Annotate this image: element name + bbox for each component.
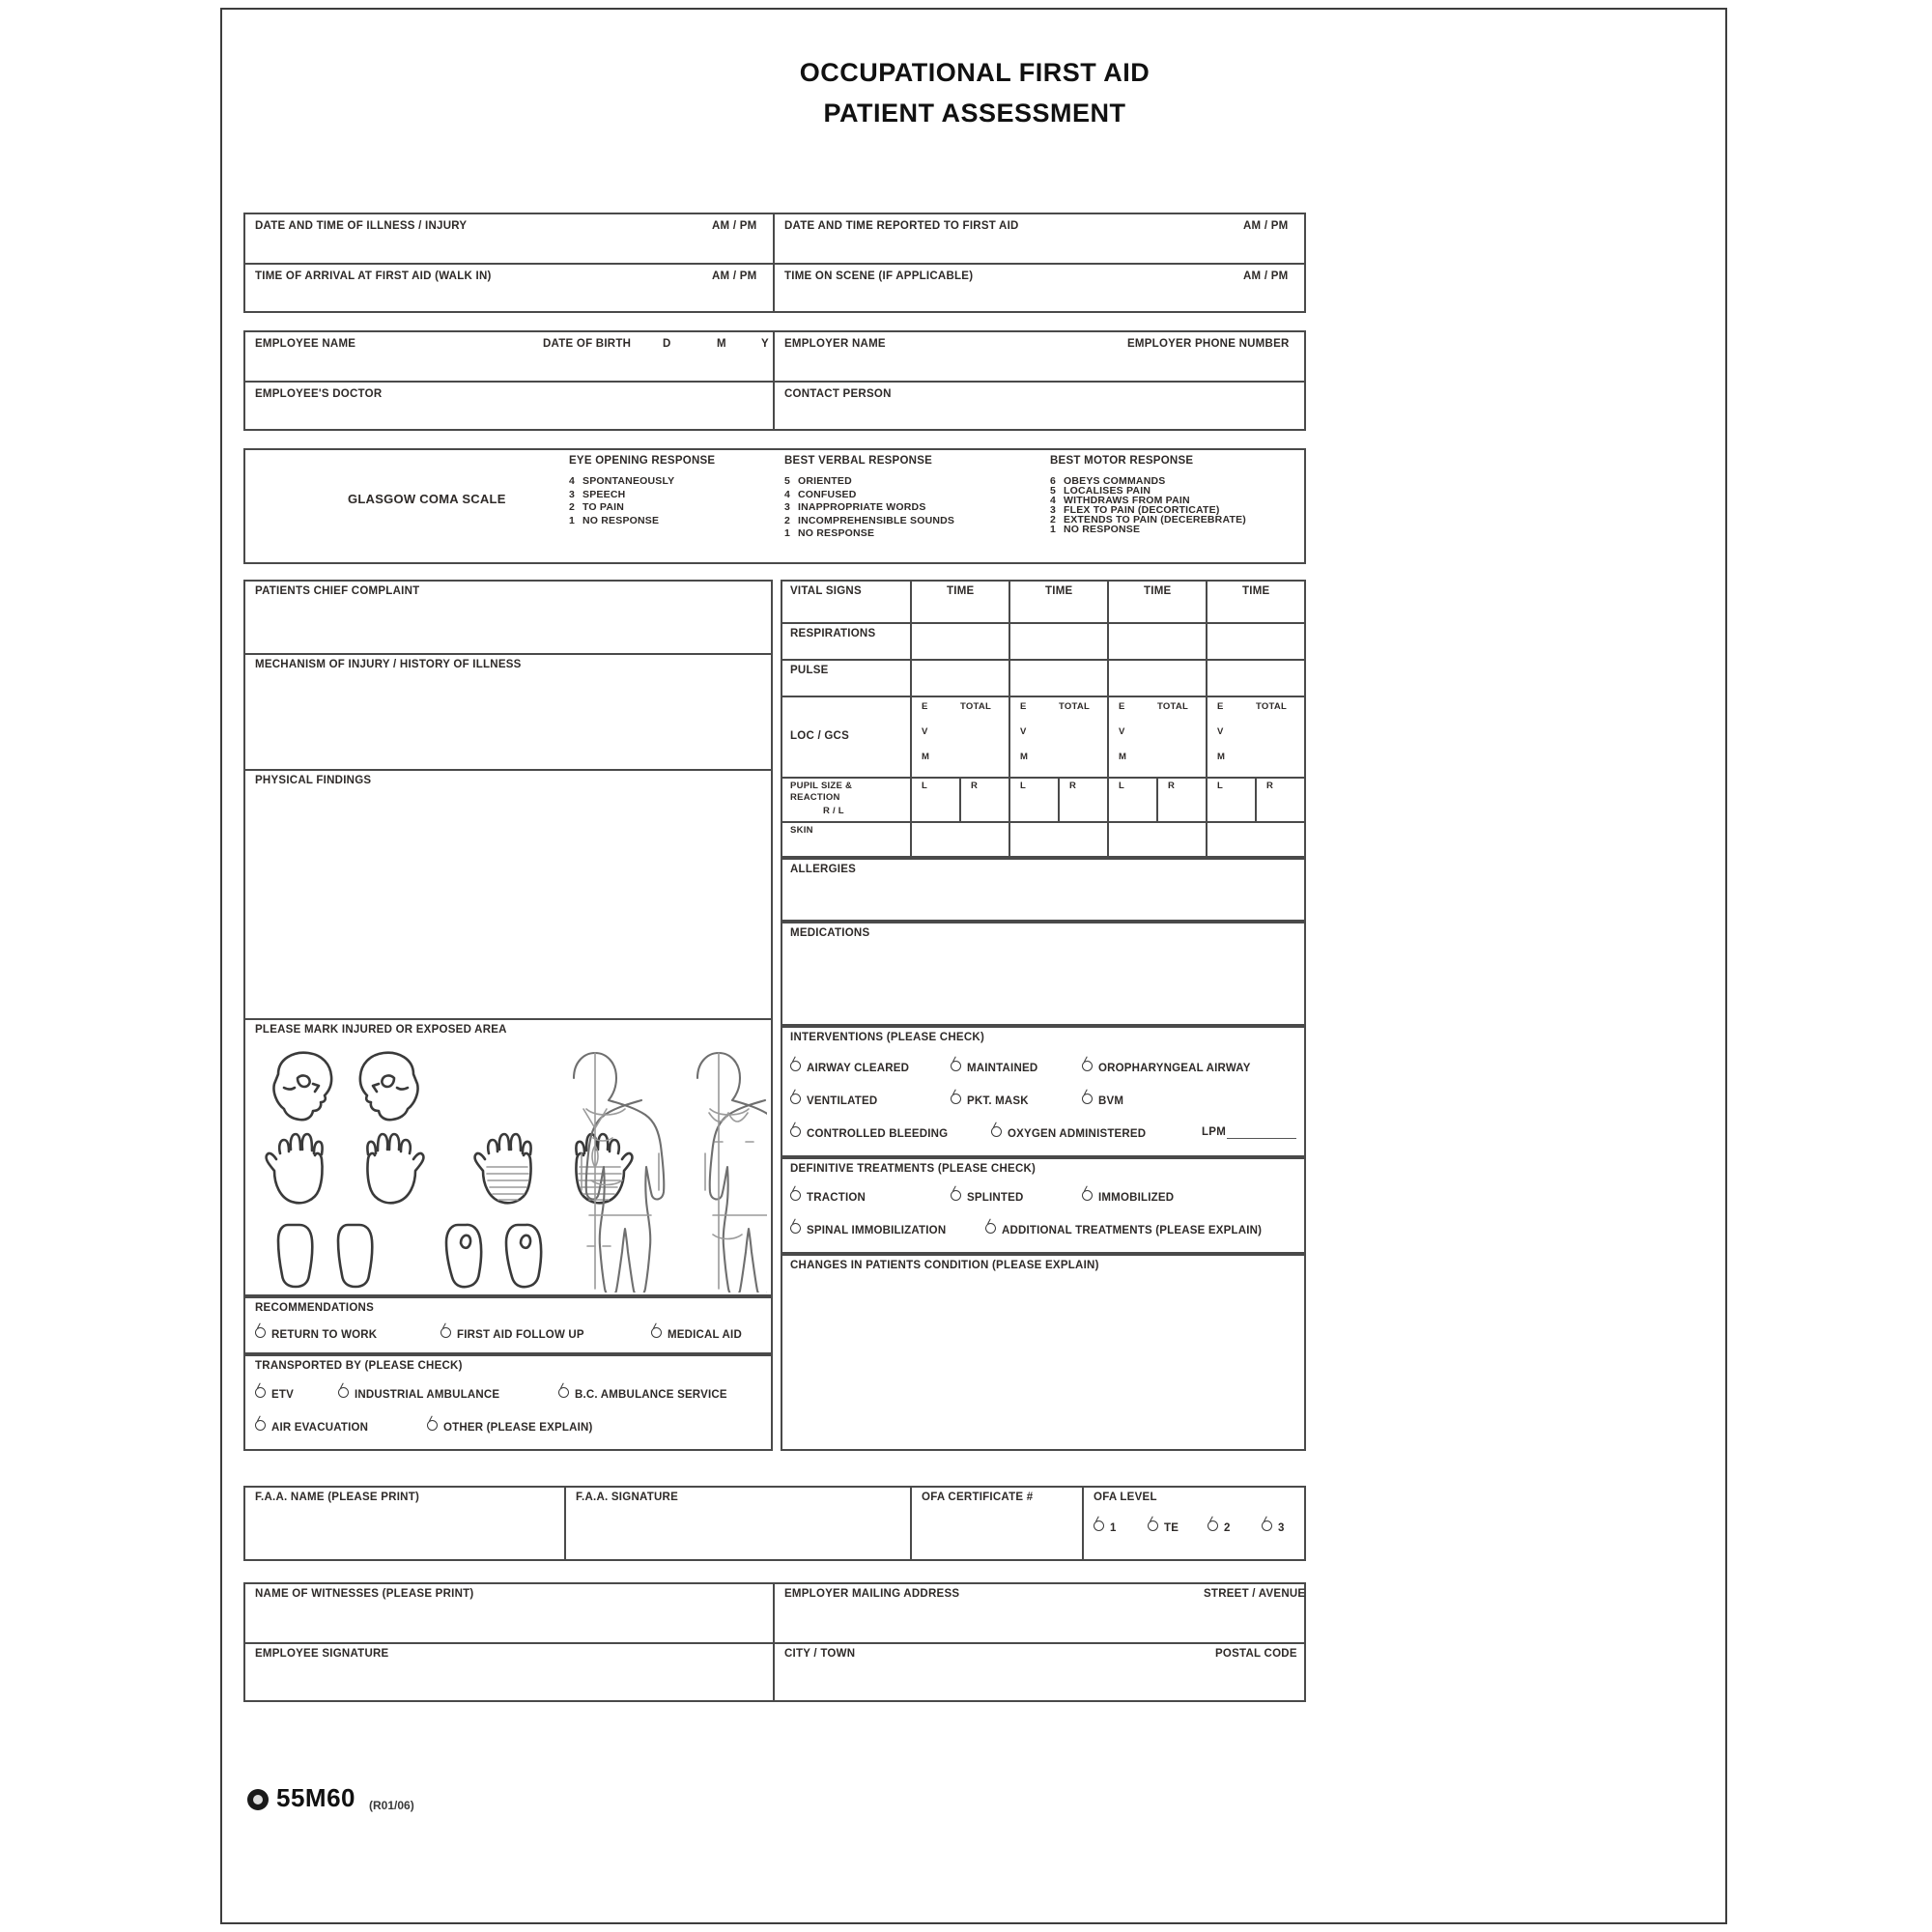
checkbox-icon[interactable] <box>651 1327 662 1338</box>
body-diagram-group <box>255 1045 767 1293</box>
gcs-motor-item-5 <box>1050 524 1140 537</box>
gcs-verbal-score-4: 1 <box>784 527 791 539</box>
checkbox-icon[interactable] <box>790 1094 801 1104</box>
checkbox-label: SPLINTED <box>967 1192 1024 1204</box>
checkbox-industrial-ambulance[interactable] <box>338 1385 499 1403</box>
checkbox-icon[interactable] <box>1148 1520 1158 1531</box>
publisher-logo-icon <box>247 1789 269 1810</box>
label-interventions: INTERVENTIONS (PLEASE CHECK) <box>790 1032 985 1043</box>
pupil-left-col3: L <box>1119 781 1125 791</box>
changes-in-condition-block <box>781 1254 1306 1451</box>
checkbox-icon[interactable] <box>951 1190 961 1201</box>
checkbox-label: OTHER (PLEASE EXPLAIN) <box>443 1422 593 1434</box>
label-employer-phone: EMPLOYER PHONE NUMBER <box>1127 338 1290 350</box>
gcs-motor-score-5: 1 <box>1050 524 1057 535</box>
gcs-verbal-item-2 <box>784 501 926 515</box>
label-witnesses: NAME OF WITNESSES (PLEASE PRINT) <box>255 1588 474 1600</box>
loc-subrow-m-col2: M <box>1020 752 1029 762</box>
checkbox-label: 3 <box>1278 1522 1285 1534</box>
gcs-verbal-label-2: INAPPROPRIATE WORDS <box>798 501 926 513</box>
pupil-left-col4: L <box>1217 781 1224 791</box>
label-employee-doctor: EMPLOYEE'S DOCTOR <box>255 388 383 400</box>
gcs-motor-label-1: LOCALISES PAIN <box>1064 485 1151 497</box>
label-glasgow-coma-scale: GLASGOW COMA SCALE <box>348 492 506 506</box>
checkbox-label: BVM <box>1098 1095 1124 1107</box>
pupil-right-col2: R <box>1069 781 1077 791</box>
checkbox-airway-cleared[interactable] <box>790 1059 909 1076</box>
label-pulse: PULSE <box>790 665 829 676</box>
checkbox-icon[interactable] <box>951 1094 961 1104</box>
allergies-block <box>781 858 1306 922</box>
label-vitals-time-4: TIME <box>1242 585 1270 597</box>
gcs-motor-score-3: 3 <box>1050 504 1057 516</box>
hand-diagram-3 <box>475 1134 531 1203</box>
gcs-verbal-score-1: 4 <box>784 488 791 500</box>
checkbox-label: MAINTAINED <box>967 1063 1038 1074</box>
checkbox-label: VENTILATED <box>807 1095 878 1107</box>
checkbox-label: IMMOBILIZED <box>1098 1192 1175 1204</box>
label-dob-month: M <box>717 338 726 350</box>
checkbox-icon[interactable] <box>255 1420 266 1431</box>
checkbox-etv[interactable] <box>255 1385 294 1403</box>
label-reported-ampm: AM / PM <box>1243 220 1289 232</box>
checkbox-ofa-level-te[interactable] <box>1148 1519 1179 1536</box>
checkbox-ofa-level-2[interactable] <box>1208 1519 1231 1536</box>
checkbox-icon[interactable] <box>440 1327 451 1338</box>
label-dob-year: Y <box>761 338 769 350</box>
label-changes-in-condition: CHANGES IN PATIENTS CONDITION (PLEASE EXPLAIN) <box>790 1260 1099 1271</box>
checkbox-oropharyngeal-airway[interactable] <box>1082 1059 1251 1076</box>
label-pupil-size-line2: REACTION <box>790 792 840 803</box>
checkbox-label: MEDICAL AID <box>668 1329 742 1341</box>
label-employee-signature: EMPLOYEE SIGNATURE <box>255 1648 389 1660</box>
checkbox-spinal-immobilization[interactable] <box>790 1221 946 1238</box>
label-pupil-size-line3: R / L <box>823 806 844 816</box>
pupil-split-1 <box>959 777 961 821</box>
loc-total-col4: TOTAL <box>1256 701 1288 712</box>
checkbox-label: ETV <box>271 1389 294 1401</box>
gcs-eye-item-3 <box>569 515 659 528</box>
checkbox-icon[interactable] <box>951 1061 961 1071</box>
gcs-eye-score-3: 1 <box>569 514 576 526</box>
loc-total-col3: TOTAL <box>1157 701 1189 712</box>
gcs-motor-label-0: OBEYS COMMANDS <box>1064 475 1166 487</box>
gcs-eye-item-1 <box>569 489 625 502</box>
gcs-verbal-label-3: INCOMPREHENSIBLE SOUNDS <box>798 514 955 526</box>
checkbox-ventilated[interactable] <box>790 1092 877 1109</box>
label-mechanism-of-injury: MECHANISM OF INJURY / HISTORY OF ILLNESS <box>255 659 522 670</box>
gcs-motor-label-3: FLEX TO PAIN (DECORTICATE) <box>1064 504 1220 516</box>
gcs-eye-score-0: 4 <box>569 475 576 487</box>
checkbox-icon[interactable] <box>1208 1520 1218 1531</box>
form-sheet <box>234 14 1716 1918</box>
label-vitals-time-3: TIME <box>1144 585 1172 597</box>
loc-subrow-e-col3: E <box>1119 701 1125 712</box>
checkbox-icon[interactable] <box>790 1190 801 1201</box>
gcs-motor-score-4: 2 <box>1050 514 1057 526</box>
label-lpm: LPM <box>1202 1126 1227 1138</box>
identity-divider-h <box>243 381 1306 383</box>
checkbox-icon[interactable] <box>255 1327 266 1338</box>
loc-subrow-e-col4: E <box>1217 701 1224 712</box>
loc-subrow-m-col1: M <box>922 752 930 762</box>
gcs-eye-label-2: TO PAIN <box>582 501 625 513</box>
checkbox-icon[interactable] <box>558 1387 569 1398</box>
loc-subrow-v-col4: V <box>1217 726 1224 737</box>
label-faa-signature: F.A.A. SIGNATURE <box>576 1492 679 1503</box>
vitals-row-sep-1 <box>781 622 1306 624</box>
label-city-town: CITY / TOWN <box>784 1648 856 1660</box>
checkbox-ofa-level-3[interactable] <box>1262 1519 1285 1536</box>
checkbox-label: 2 <box>1224 1522 1231 1534</box>
foot-diagram-1 <box>278 1225 312 1287</box>
checkbox-icon[interactable] <box>991 1126 1002 1137</box>
gcs-heading-eye: EYE OPENING RESPONSE <box>569 455 716 467</box>
label-date-of-birth: DATE OF BIRTH <box>543 338 632 350</box>
checkbox-medical-aid[interactable] <box>651 1325 742 1343</box>
gcs-motor-score-0: 6 <box>1050 475 1057 487</box>
label-postal-code: POSTAL CODE <box>1215 1648 1297 1660</box>
gcs-verbal-item-4 <box>784 527 874 541</box>
narrative-divider-3 <box>243 1018 773 1020</box>
label-physical-findings: PHYSICAL FINDINGS <box>255 775 372 786</box>
body-diagram-anterior <box>574 1053 664 1293</box>
checkbox-label: B.C. AMBULANCE SERVICE <box>575 1389 727 1401</box>
foot-diagram-3 <box>446 1225 481 1287</box>
checkbox-controlled-bleeding[interactable] <box>790 1124 948 1142</box>
label-transported-by: TRANSPORTED BY (PLEASE CHECK) <box>255 1360 463 1372</box>
head-diagram-left <box>273 1053 331 1120</box>
label-definitive-treatments: DEFINITIVE TREATMENTS (PLEASE CHECK) <box>790 1163 1037 1175</box>
gcs-heading-verbal: BEST VERBAL RESPONSE <box>784 455 933 467</box>
pupil-right-col4: R <box>1266 781 1274 791</box>
vitals-row-sep-5 <box>781 821 1306 823</box>
label-pupil-size-line1: PUPIL SIZE & <box>790 781 853 791</box>
label-skin: SKIN <box>790 825 813 836</box>
gcs-verbal-label-0: ORIENTED <box>798 475 852 487</box>
gcs-verbal-score-2: 3 <box>784 501 791 513</box>
label-illness-injury-ampm: AM / PM <box>712 220 757 232</box>
pupil-split-2 <box>1058 777 1060 821</box>
checkbox-icon[interactable] <box>1082 1190 1093 1201</box>
gcs-verbal-score-3: 2 <box>784 514 791 526</box>
gcs-heading-motor: BEST MOTOR RESPONSE <box>1050 455 1194 467</box>
label-vitals-time-1: TIME <box>947 585 975 597</box>
loc-subrow-m-col4: M <box>1217 752 1226 762</box>
pupil-split-3 <box>1156 777 1158 821</box>
label-employer-name: EMPLOYER NAME <box>784 338 886 350</box>
body-diagram-posterior <box>697 1053 767 1293</box>
checkbox-other-transport[interactable] <box>427 1418 593 1435</box>
narrative-divider-1 <box>243 653 773 655</box>
checkbox-label: TE <box>1164 1522 1179 1534</box>
gcs-eye-score-1: 3 <box>569 488 576 500</box>
head-diagram-right <box>360 1053 418 1120</box>
checkbox-additional-treatments[interactable] <box>985 1221 1262 1238</box>
checkbox-label: 1 <box>1110 1522 1117 1534</box>
checkbox-air-evacuation[interactable] <box>255 1418 368 1435</box>
checkbox-first-aid-follow-up[interactable] <box>440 1325 584 1343</box>
title-line-1: OCCUPATIONAL FIRST AID <box>799 58 1151 87</box>
pupil-left-col2: L <box>1020 781 1027 791</box>
gcs-motor-score-2: 4 <box>1050 495 1057 506</box>
form-title <box>234 52 1716 133</box>
pupil-right-col1: R <box>971 781 979 791</box>
foot-diagram-4 <box>506 1225 541 1287</box>
loc-subrow-v-col3: V <box>1119 726 1125 737</box>
label-respirations: RESPIRATIONS <box>790 628 876 639</box>
label-dob-day: D <box>663 338 671 350</box>
gcs-motor-label-5: NO RESPONSE <box>1064 524 1141 535</box>
label-illness-injury-datetime: DATE AND TIME OF ILLNESS / INJURY <box>255 220 468 232</box>
checkbox-icon[interactable] <box>1082 1094 1093 1104</box>
checkbox-traction[interactable] <box>790 1188 866 1206</box>
vitals-row-sep-3 <box>781 696 1306 697</box>
vitals-row-sep-4 <box>781 777 1306 779</box>
gcs-verbal-item-0 <box>784 475 852 489</box>
loc-subrow-v-col2: V <box>1020 726 1027 737</box>
checkbox-label: OROPHARYNGEAL AIRWAY <box>1098 1063 1251 1074</box>
narrative-divider-2 <box>243 769 773 771</box>
checkbox-label: AIR EVACUATION <box>271 1422 369 1434</box>
loc-subrow-e-col1: E <box>922 701 928 712</box>
checkbox-label: INDUSTRIAL AMBULANCE <box>355 1389 500 1401</box>
loc-subrow-e-col2: E <box>1020 701 1027 712</box>
datetime-divider-h <box>243 263 1306 265</box>
label-recommendations: RECOMMENDATIONS <box>255 1302 375 1314</box>
pupil-left-col1: L <box>922 781 928 791</box>
checkbox-label: SPINAL IMMOBILIZATION <box>807 1225 947 1236</box>
pupil-split-4 <box>1255 777 1257 821</box>
label-loc-gcs: LOC / GCS <box>790 730 850 742</box>
checkbox-label: RETURN TO WORK <box>271 1329 378 1341</box>
gcs-eye-label-0: SPONTANEOUSLY <box>582 475 675 487</box>
loc-total-col1: TOTAL <box>960 701 992 712</box>
gcs-eye-label-1: SPEECH <box>582 488 626 500</box>
gcs-verbal-score-0: 5 <box>784 475 791 487</box>
label-arrival-ampm: AM / PM <box>712 270 757 282</box>
gcs-eye-item-2 <box>569 501 624 515</box>
gcs-verbal-item-1 <box>784 489 857 502</box>
hand-diagram-1 <box>267 1134 323 1203</box>
label-arrival-time: TIME OF ARRIVAL AT FIRST AID (WALK IN) <box>255 270 492 282</box>
checkbox-icon[interactable] <box>790 1061 801 1071</box>
signature-sep-2 <box>910 1486 912 1561</box>
label-medications: MEDICATIONS <box>790 927 870 939</box>
gcs-eye-item-0 <box>569 475 674 489</box>
label-reported-datetime: DATE AND TIME REPORTED TO FIRST AID <box>784 220 1019 232</box>
checkbox-icon[interactable] <box>338 1387 349 1398</box>
label-employee-name: EMPLOYEE NAME <box>255 338 356 350</box>
label-chief-complaint: PATIENTS CHIEF COMPLAINT <box>255 585 420 597</box>
checkbox-label: TRACTION <box>807 1192 867 1204</box>
pupil-right-col3: R <box>1168 781 1176 791</box>
lpm-input-line[interactable] <box>1227 1124 1296 1139</box>
label-on-scene-time: TIME ON SCENE (IF APPLICABLE) <box>784 270 974 282</box>
label-employer-mailing-address: EMPLOYER MAILING ADDRESS <box>784 1588 960 1600</box>
checkbox-icon[interactable] <box>1082 1061 1093 1071</box>
checkbox-icon[interactable] <box>790 1223 801 1234</box>
gcs-eye-score-2: 2 <box>569 501 576 513</box>
checkbox-icon[interactable] <box>427 1420 438 1431</box>
checkbox-icon[interactable] <box>790 1126 801 1137</box>
label-vital-signs: VITAL SIGNS <box>790 585 862 597</box>
form-number: 55M60 <box>276 1783 355 1812</box>
checkbox-splinted[interactable] <box>951 1188 1023 1206</box>
gcs-verbal-label-4: NO RESPONSE <box>798 527 875 539</box>
vitals-row-sep-2 <box>781 659 1306 661</box>
loc-subrow-m-col3: M <box>1119 752 1127 762</box>
checkbox-icon[interactable] <box>1262 1520 1272 1531</box>
checkbox-oxygen-administered[interactable] <box>991 1124 1146 1142</box>
label-faa-name: F.A.A. NAME (PLEASE PRINT) <box>255 1492 420 1503</box>
loc-total-col2: TOTAL <box>1059 701 1091 712</box>
hand-diagram-2 <box>367 1134 423 1203</box>
label-ofa-level: OFA LEVEL <box>1094 1492 1157 1503</box>
checkbox-label: ADDITIONAL TREATMENTS (PLEASE EXPLAIN) <box>1002 1225 1263 1236</box>
gcs-motor-label-4: EXTENDS TO PAIN (DECEREBRATE) <box>1064 514 1246 526</box>
form-revision: (R01/06) <box>369 1799 414 1812</box>
checkbox-return-to-work[interactable] <box>255 1325 377 1343</box>
gcs-eye-label-3: NO RESPONSE <box>582 514 660 526</box>
checkbox-label: PKT. MASK <box>967 1095 1029 1107</box>
label-vitals-time-2: TIME <box>1045 585 1073 597</box>
foot-diagram-2 <box>338 1225 372 1287</box>
checkbox-bc-ambulance-service[interactable] <box>558 1385 727 1403</box>
checkbox-bvm[interactable] <box>1082 1092 1123 1109</box>
checkbox-label: CONTROLLED BLEEDING <box>807 1128 949 1140</box>
checkbox-label: AIRWAY CLEARED <box>807 1063 910 1074</box>
checkbox-icon[interactable] <box>255 1387 266 1398</box>
title-line-2: PATIENT ASSESSMENT <box>823 99 1126 128</box>
footer-sep-h <box>243 1642 1306 1644</box>
checkbox-icon[interactable] <box>985 1223 996 1234</box>
signature-sep-1 <box>564 1486 566 1561</box>
label-allergies: ALLERGIES <box>790 864 857 875</box>
gcs-motor-score-1: 5 <box>1050 485 1057 497</box>
checkbox-pocket-mask[interactable] <box>951 1092 1029 1109</box>
label-ofa-certificate: OFA CERTIFICATE # <box>922 1492 1034 1503</box>
label-contact-person: CONTACT PERSON <box>784 388 892 400</box>
gcs-verbal-item-3 <box>784 515 954 528</box>
label-on-scene-ampm: AM / PM <box>1243 270 1289 282</box>
label-mark-injured-area: PLEASE MARK INJURED OR EXPOSED AREA <box>255 1024 507 1036</box>
checkbox-ofa-level-1[interactable] <box>1094 1519 1117 1536</box>
gcs-motor-label-2: WITHDRAWS FROM PAIN <box>1064 495 1190 506</box>
checkbox-label: OXYGEN ADMINISTERED <box>1008 1128 1147 1140</box>
label-street-avenue: STREET / AVENUE <box>1204 1588 1306 1600</box>
loc-subrow-v-col1: V <box>922 726 928 737</box>
signature-sep-3 <box>1082 1486 1084 1561</box>
checkbox-immobilized[interactable] <box>1082 1188 1174 1206</box>
checkbox-icon[interactable] <box>1094 1520 1104 1531</box>
checkbox-airway-maintained[interactable] <box>951 1059 1037 1076</box>
checkbox-label: FIRST AID FOLLOW UP <box>457 1329 584 1341</box>
gcs-verbal-label-1: CONFUSED <box>798 488 857 500</box>
